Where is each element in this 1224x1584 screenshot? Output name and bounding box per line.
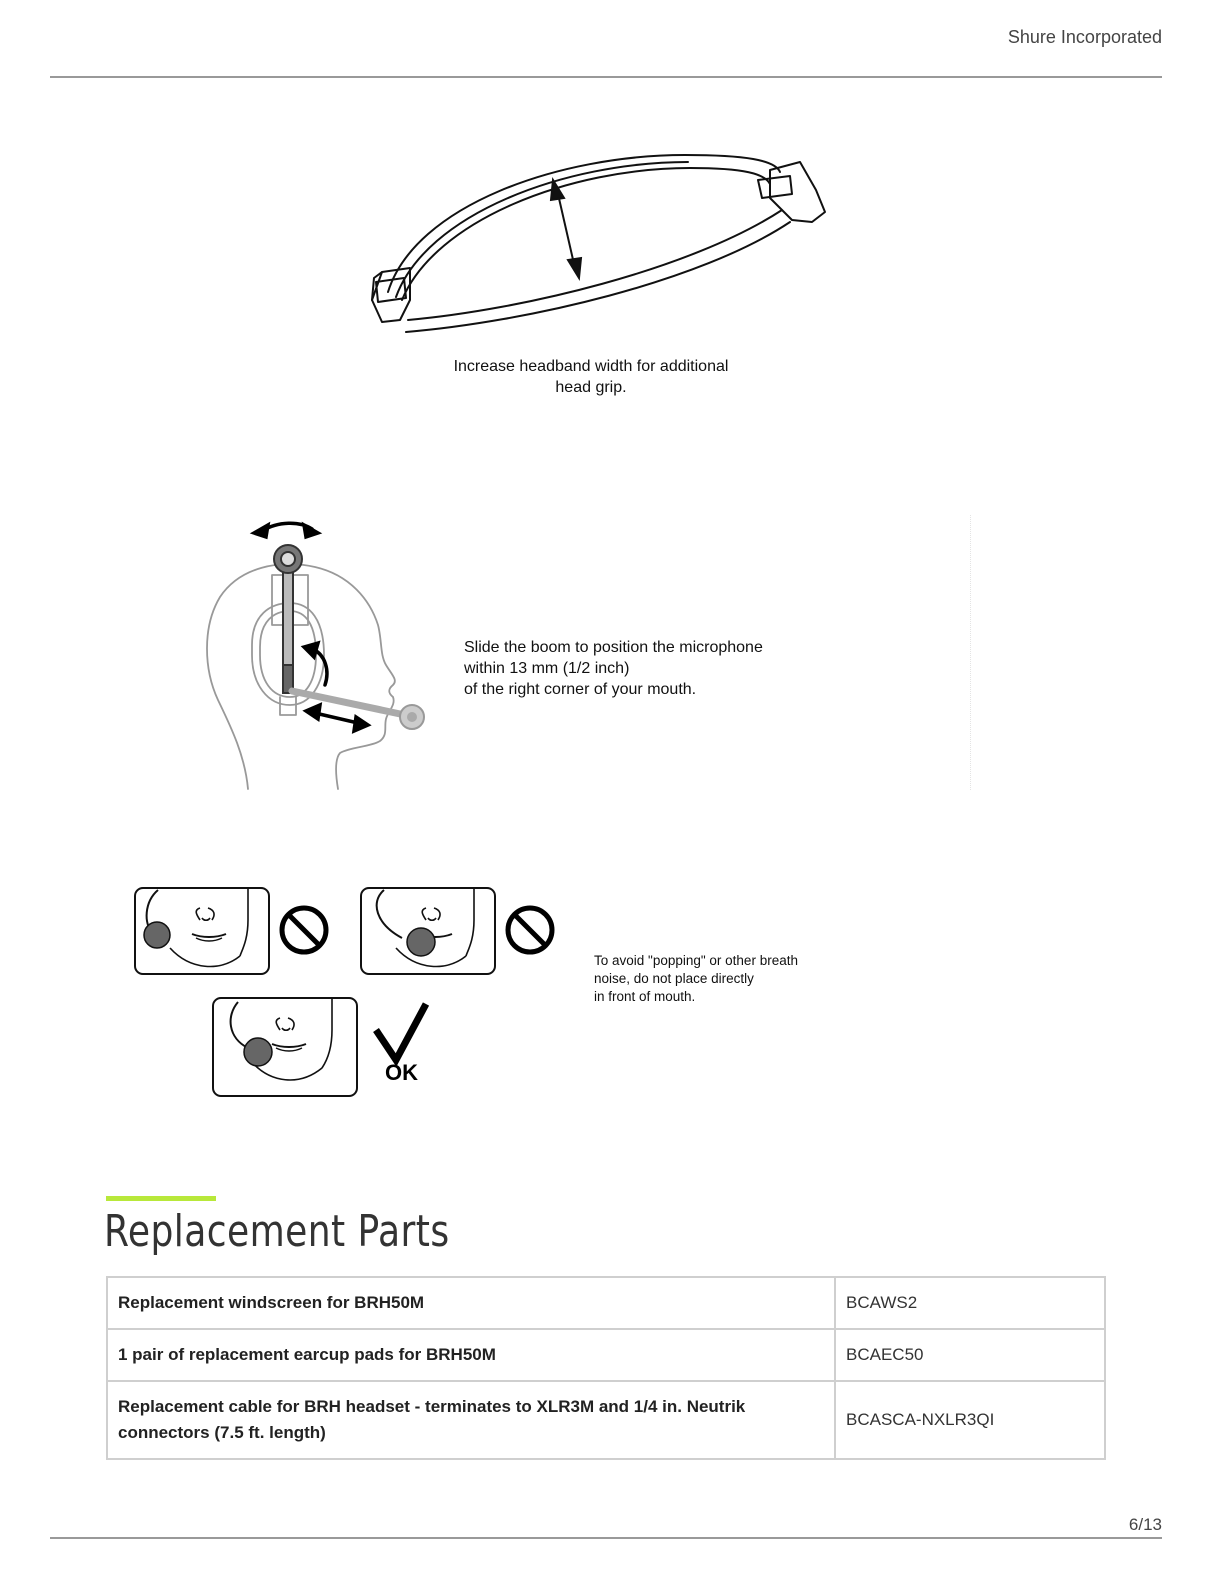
page-number: 6/13 [1128,1515,1162,1534]
headband-lower-band [408,210,782,320]
placement-caption: To avoid "popping" or other breath noise, do not place directly in front of mouth. [594,953,798,1004]
headband-outer-band [388,155,780,292]
part-description: Replacement cable for BRH headset - terminates to XLR3M and 1/4 in. Neutrik connectors (7.5 ft. length) [107,1381,835,1459]
width-adjust-arrow-icon [551,180,581,278]
placement-panel-correct [213,998,357,1096]
section-title: Replacement Parts [104,1206,450,1257]
headband-inner-band [402,168,770,300]
footer-divider [50,1537,1162,1539]
part-number: BCAEC50 [835,1329,1105,1381]
part-number: BCASCA-NXLR3QI [835,1381,1105,1459]
ok-label: OK [385,1060,418,1085]
rotate-arrow-icon [254,523,318,537]
boom-position-illustration [200,515,440,795]
header-company-name: Shure Incorporated [1007,27,1162,47]
header-divider [50,76,1162,78]
checkmark-icon [376,1004,426,1060]
headband-caption: Increase headband width for additional head grip. [453,358,729,396]
headband-illustration [360,150,840,340]
figure-divider [970,515,971,790]
boom-caption: Slide the boom to position the microphone within 13 mm (1/2 inch) of the right corner of your mouth. [464,639,763,698]
placement-panel-incorrect-2 [361,888,495,974]
part-number: BCAWS2 [835,1277,1105,1329]
prohibited-icon [282,908,326,952]
table-row [107,1329,1105,1381]
placement-panel-incorrect-1 [135,888,269,974]
slide-arrow-icon [306,705,368,731]
part-description: Replacement windscreen for BRH50M [107,1277,835,1329]
section-accent-bar [106,1196,216,1201]
mic-placement-illustration [130,880,570,1105]
part-description: 1 pair of replacement earcup pads for BRH50M [107,1329,835,1381]
table-row [107,1277,1105,1329]
head-profile-outline [207,564,395,789]
table-row [107,1381,1105,1459]
prohibited-icon [508,908,552,952]
replacement-parts-table [106,1276,1106,1460]
